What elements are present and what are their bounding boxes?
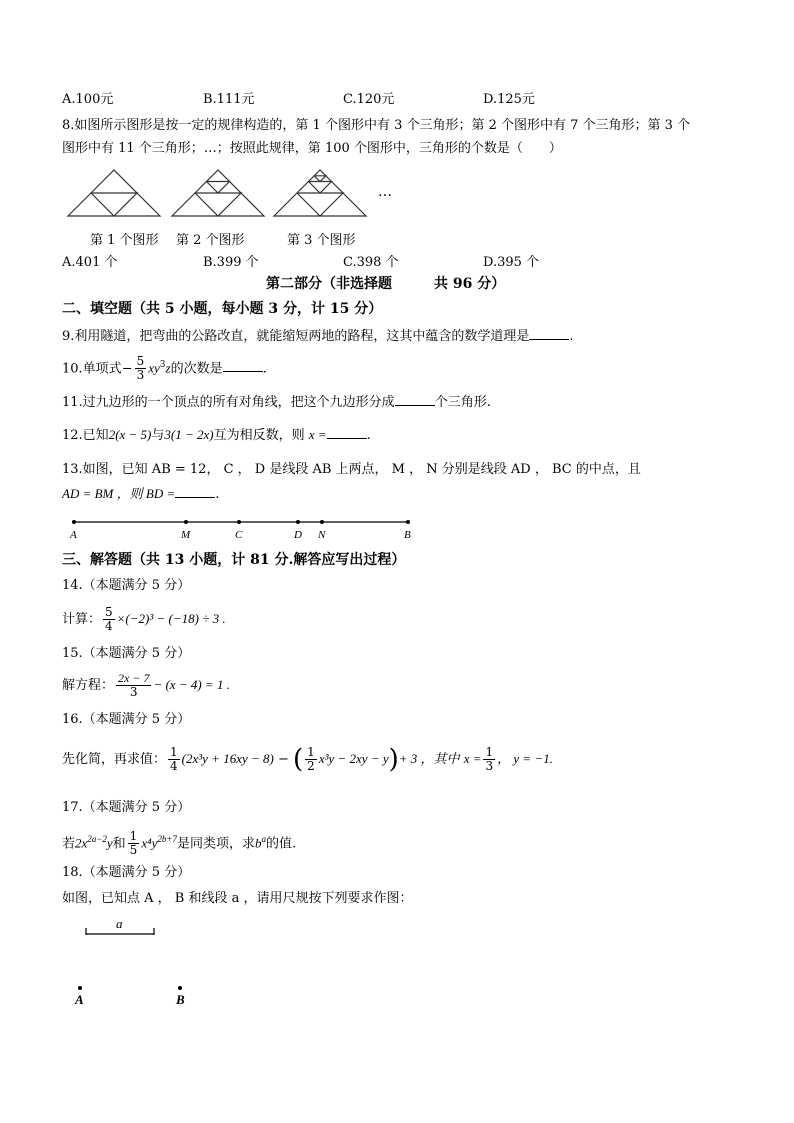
q8-fig-label-3: 第 3 个图形 (287, 233, 356, 248)
q17-head: 17.（本题满分 5 分） (62, 800, 191, 815)
q7-option-a: A.100元 (62, 92, 114, 107)
q8-figure-2 (172, 170, 264, 216)
q10-blank (223, 359, 263, 372)
q12-expr2: 3(1 − 2x) (164, 427, 214, 442)
q8-option-c: C.398 个 (343, 255, 399, 270)
label-n: N (318, 529, 326, 541)
q8-fig-label-2: 第 2 个图形 (176, 233, 245, 248)
point-n (320, 520, 324, 524)
q8-line1: 8.如图所示图形是按一定的规律构造的，第 1 个图形中有 3 个三角形；第 2 个图形中有 7 个三角形；第 3 个 (62, 118, 691, 133)
q12: 12.已知2(x − 5)与3(1 − 2x)互为相反数，则 x = . (62, 427, 371, 443)
q15-head: 15.（本题满分 5 分） (62, 646, 191, 661)
q8-option-b: B.399 个 (203, 255, 259, 270)
q10-fraction: $\frac{5}{3}$ (136, 354, 145, 383)
q9-blank (529, 327, 569, 340)
label-b: B (404, 529, 411, 541)
q7-option-c: C.120元 (343, 92, 395, 107)
label-c: C (235, 529, 243, 541)
point-c (237, 520, 241, 524)
point-a (72, 520, 76, 524)
q12-expr1: 2(x − 5) (108, 427, 152, 442)
section3-title: 三、解答题（共 13 小题，计 81 分.解答应写出过程） (62, 552, 406, 568)
q10-pre: 10.单项式 (62, 361, 122, 377)
point-a-label: A (75, 992, 84, 1007)
q9-text: 9.利用隧道，把弯曲的公路改直，就能缩短两地的路程，这其中蕴含的数学道理是 (62, 329, 530, 344)
q11 (62, 393, 491, 412)
point-a (78, 986, 82, 990)
label-a: A (70, 529, 77, 541)
q14-fraction: $\frac{5}{4}$ (105, 605, 113, 633)
point-b (178, 986, 182, 990)
q8-fig-label-1: 第 1 个图形 (90, 233, 159, 248)
point-d (296, 520, 300, 524)
q15-body: 解方程： $\frac{2x - 7}{3}$ − (x − 4) = 1 . (62, 671, 230, 699)
q17-body: 若$2x^{2a-2}y$和 $\frac{1}{5}$ $x^4y^{2b+7}$是同类项，求$b^a$的值. (62, 829, 297, 858)
point-b-label: B (176, 992, 185, 1007)
q18-text: 如图，已知点 A ， B 和线段 a ，请用尺规按下列要求作图： (62, 891, 413, 906)
q15-fraction: $\frac{2x - 7}{3}$ (118, 671, 150, 699)
q11-post: 个三角形. (434, 395, 491, 410)
q14-body: 计算： $\frac{5}{4}$ ×(−2)³ − (−18) ÷ 3 . (62, 605, 226, 633)
q7-option-d: D.125元 (483, 92, 535, 107)
q18-head: 18.（本题满分 5 分） (62, 865, 191, 880)
point-b (406, 520, 410, 524)
q16-body: 先化简，再求值： $\frac{1}{4}$ (2x³y + 16xy − 8) − ( $\frac{1}{2}$ x³y − 2xy − y)+ 3 ，其中 x = $\frac{1}{3}$ ， y = −1. (62, 744, 553, 775)
q18-figure (70, 914, 200, 1014)
q8-figures (60, 160, 420, 222)
part2-title: 第二部分（非选择题 共 96 分） (266, 276, 506, 292)
q13-line2: AD = BM ，则 BD = . (62, 486, 220, 502)
q8-option-a: A.401 个 (62, 255, 118, 270)
q8-line2: 图形中有 11 个三角形；…；按照此规律，第 100 个图形中，三角形的个数是（ ） (62, 141, 562, 156)
q14-head: 14.（本题满分 5 分） (62, 578, 191, 593)
q8-option-d: D.395 个 (483, 255, 540, 270)
q13-blank (175, 485, 215, 498)
q8-figure-1 (68, 170, 160, 216)
q9: 9.利用隧道，把弯曲的公路改直，就能缩短两地的路程，这其中蕴含的数学道理是 . (62, 329, 574, 344)
segment-a-label: a (116, 916, 123, 931)
q11-blank (395, 393, 435, 406)
q11-pre: 11.过九边形的一个顶点的所有对角线，把这个九边形分成 (62, 395, 395, 410)
q7-option-b: B.111元 (203, 92, 255, 107)
label-d: D (294, 529, 302, 541)
q8-ellipsis: … (378, 184, 392, 200)
q8-figure-3 (274, 170, 366, 216)
point-m (184, 520, 188, 524)
q13-segment-figure (66, 513, 416, 543)
q16-head: 16.（本题满分 5 分） (62, 712, 191, 727)
label-m: M (181, 529, 191, 541)
q10-post: 的次数是 (170, 361, 223, 377)
q10: 10.单项式− $\frac{5}{3}$ $xy^3z$的次数是 . (62, 354, 267, 383)
q12-blank (327, 426, 367, 439)
q10-expr: xy (148, 360, 160, 376)
q13-line1: 13.如图，已知 AB = 12， C ， D 是线段 AB 上两点， M ， N 分别是线段 AD ， BC 的中点，且 (62, 462, 641, 477)
section2-title: 二、填空题（共 5 小题，每小题 3 分，计 15 分） (62, 301, 383, 317)
